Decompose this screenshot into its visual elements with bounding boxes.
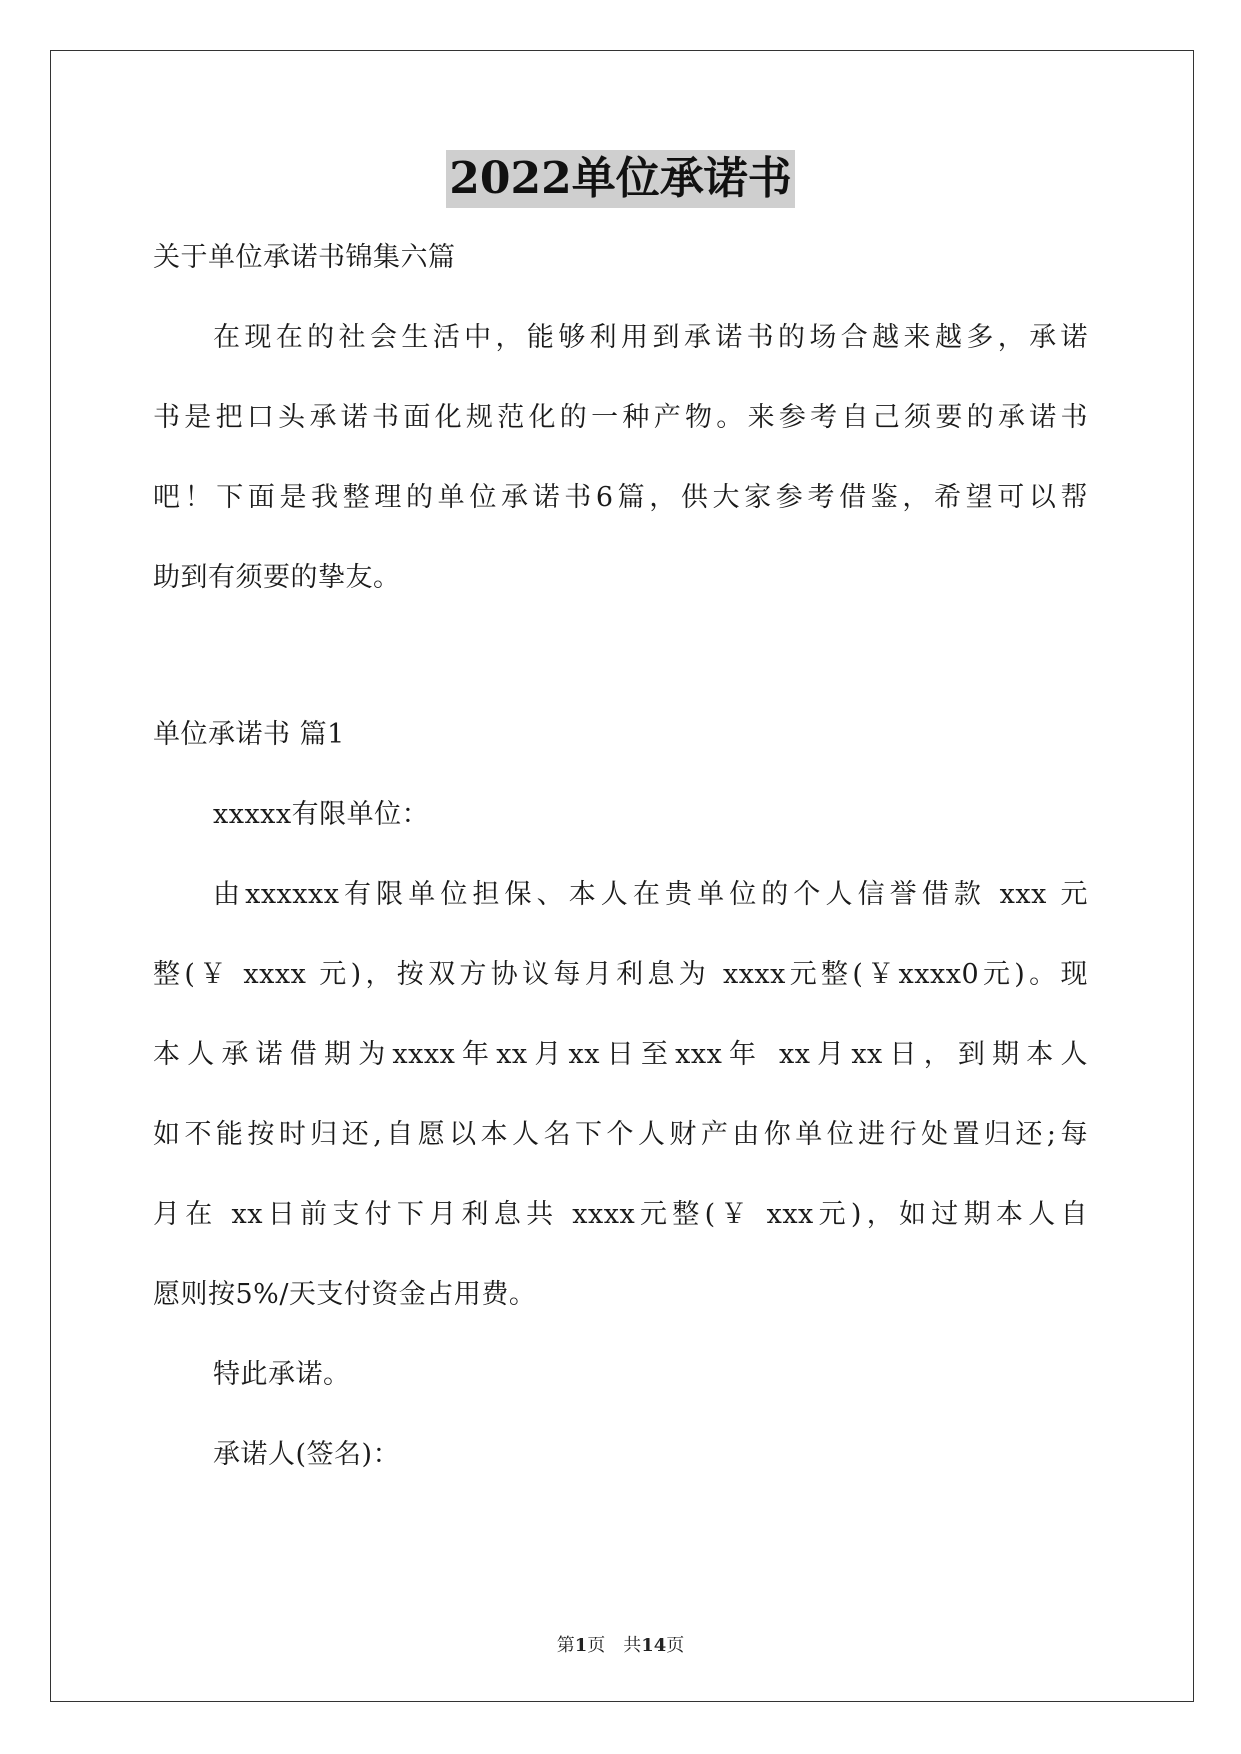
footer-total-prefix: 共 xyxy=(623,1635,642,1656)
intro-line: 在现在的社会生活中，能够利用到承诺书的场合越来越多，承诺 xyxy=(213,322,1088,353)
footer-page-unit: 页 xyxy=(587,1635,606,1656)
document-subtitle: 关于单位承诺书锦集六篇 xyxy=(153,242,456,273)
document-title: 2022单位承诺书 xyxy=(446,150,794,208)
salutation: xxxxx有限单位： xyxy=(213,799,430,830)
intro-line: 书是把口头承诺书面化规范化的一种产物。来参考自己须要的承诺书 xyxy=(153,402,1088,433)
closing-text: 特此承诺。 xyxy=(213,1359,351,1390)
footer-page-total: 14 xyxy=(641,1635,667,1656)
footer-total-unit: 页 xyxy=(666,1635,685,1656)
intro-line: 吧！下面是我整理的单位承诺书6篇，供大家参考借鉴，希望可以帮 xyxy=(153,482,1088,513)
body-line: 愿则按5%/天支付资金占用费。 xyxy=(153,1279,537,1310)
title-container xyxy=(0,150,1241,208)
page-footer xyxy=(0,1634,1241,1658)
body-line: 如不能按时归还,自愿以本人名下个人财产由你单位进行处置归还;每 xyxy=(153,1119,1088,1150)
body-line: 由xxxxxx有限单位担保、本人在贵单位的个人信誉借款 xxx 元 xyxy=(213,879,1088,910)
footer-page-prefix: 第 xyxy=(556,1635,575,1656)
section-heading: 单位承诺书 篇1 xyxy=(153,719,345,750)
intro-line: 助到有须要的挚友。 xyxy=(153,562,401,593)
body-line: 本人承诺借期为xxxx年xx月xx日至xxx年 xx月xx日，到期本人 xyxy=(153,1039,1088,1070)
footer-page-current: 1 xyxy=(574,1635,588,1656)
body-line: 月在 xx日前支付下月利息共 xxxx元整(￥ xxx元)，如过期本人自 xyxy=(153,1199,1088,1230)
signature-label: 承诺人(签名)： xyxy=(213,1439,401,1470)
body-line: 整(￥ xxxx 元)，按双方协议每月利息为 xxxx元整(￥xxxx0元)。现 xyxy=(153,959,1088,990)
